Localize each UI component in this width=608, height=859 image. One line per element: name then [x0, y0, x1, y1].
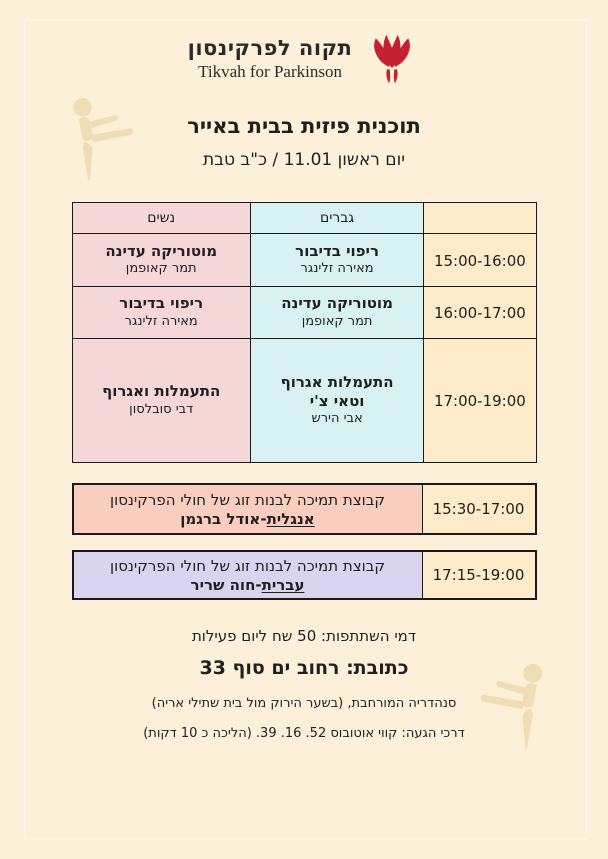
support-group-language: עברית — [261, 575, 305, 594]
karate-kick-figure-icon — [476, 648, 562, 774]
support-group-text — [74, 485, 422, 533]
support-group-hebrew — [72, 550, 537, 600]
time-cell: 15:30-17:00 — [422, 485, 535, 533]
time-cell: 15:00-16:00 — [424, 234, 536, 287]
schedule-row — [72, 339, 536, 463]
support-group-facilitator — [180, 510, 314, 528]
activity-presenter: אבי הירש — [311, 411, 363, 427]
activity-title: מוטוריקה עדינה — [281, 294, 393, 313]
location-note: סנהדריה המורחבת, (בשער הירוק מול בית שתילי אריה) — [151, 696, 457, 711]
schedule-header-row — [72, 203, 536, 234]
activity-presenter: תמר קאופמן — [125, 261, 197, 277]
time-cell: 17:15-19:00 — [422, 552, 535, 598]
header-time — [424, 203, 536, 234]
support-group-description: קבוצת תמיכה לבנות זוג של חולי הפרקינסון — [110, 556, 385, 575]
time-cell: 16:00-17:00 — [424, 287, 536, 339]
karate-kick-figure-icon — [52, 94, 140, 194]
support-group-text — [74, 552, 422, 598]
time-cell: 17:00-19:00 — [424, 339, 536, 463]
activity-title-line2: וטאי צ'י — [309, 391, 365, 410]
header-women: נשים — [72, 203, 250, 234]
men-activity-cell — [250, 287, 423, 339]
activity-presenter: מאירה זלינגר — [300, 261, 374, 277]
logo-text — [188, 36, 353, 82]
men-activity-cell — [250, 234, 423, 287]
address: כתובת: רחוב ים סוף 33 — [199, 657, 409, 679]
logo-hebrew-name: תקוה לפרקינסון — [187, 36, 353, 60]
activity-presenter: תמר קאופמן — [301, 313, 373, 329]
page-subtitle: יום ראשון 11.01 / כ"ב טבת — [202, 150, 406, 170]
page-title: תוכנית פיזית בבית באייר — [187, 114, 421, 138]
activity-title: התעמלות ואגרוף — [102, 382, 221, 401]
support-group-language: אנגלית — [266, 509, 315, 528]
men-activity-cell — [250, 339, 423, 463]
header-men: גברים — [250, 203, 423, 234]
activity-title: מוטוריקה עדינה — [105, 241, 218, 260]
support-group-english — [72, 483, 537, 535]
logo-english-name: Tikvah for Parkinson — [198, 62, 342, 81]
activity-presenter: מאירה זלינגר — [124, 313, 198, 329]
directions: דרכי הגעה: קווי אוטובוס 52. 16. 39. (הליכה כ 10 דקות) — [143, 726, 465, 741]
activity-title: ריפוי בדיבור — [119, 294, 204, 313]
activity-presenter: דבי סובלסון — [129, 401, 194, 417]
tulip-logo-icon — [364, 30, 420, 88]
facilitator-name: -חוה שריר — [190, 575, 262, 594]
women-activity-cell — [72, 234, 250, 287]
support-group-description: קבוצת תמיכה לבנות זוג של חולי הפרקינסון — [110, 490, 385, 509]
schedule-row — [72, 287, 536, 339]
support-group-facilitator — [191, 576, 305, 594]
women-activity-cell — [72, 287, 250, 339]
facilitator-name: -אודל ברגמן — [180, 509, 267, 528]
logo — [0, 0, 608, 88]
activity-title: ריפוי בדיבור — [295, 241, 379, 260]
activity-title: התעמלות אגרוף — [280, 372, 394, 391]
women-activity-cell — [72, 339, 250, 463]
schedule-row — [72, 234, 536, 287]
participation-fee: דמי השתתפות: 50 שח ליום פעילות — [191, 627, 417, 645]
schedule-table — [72, 202, 537, 463]
